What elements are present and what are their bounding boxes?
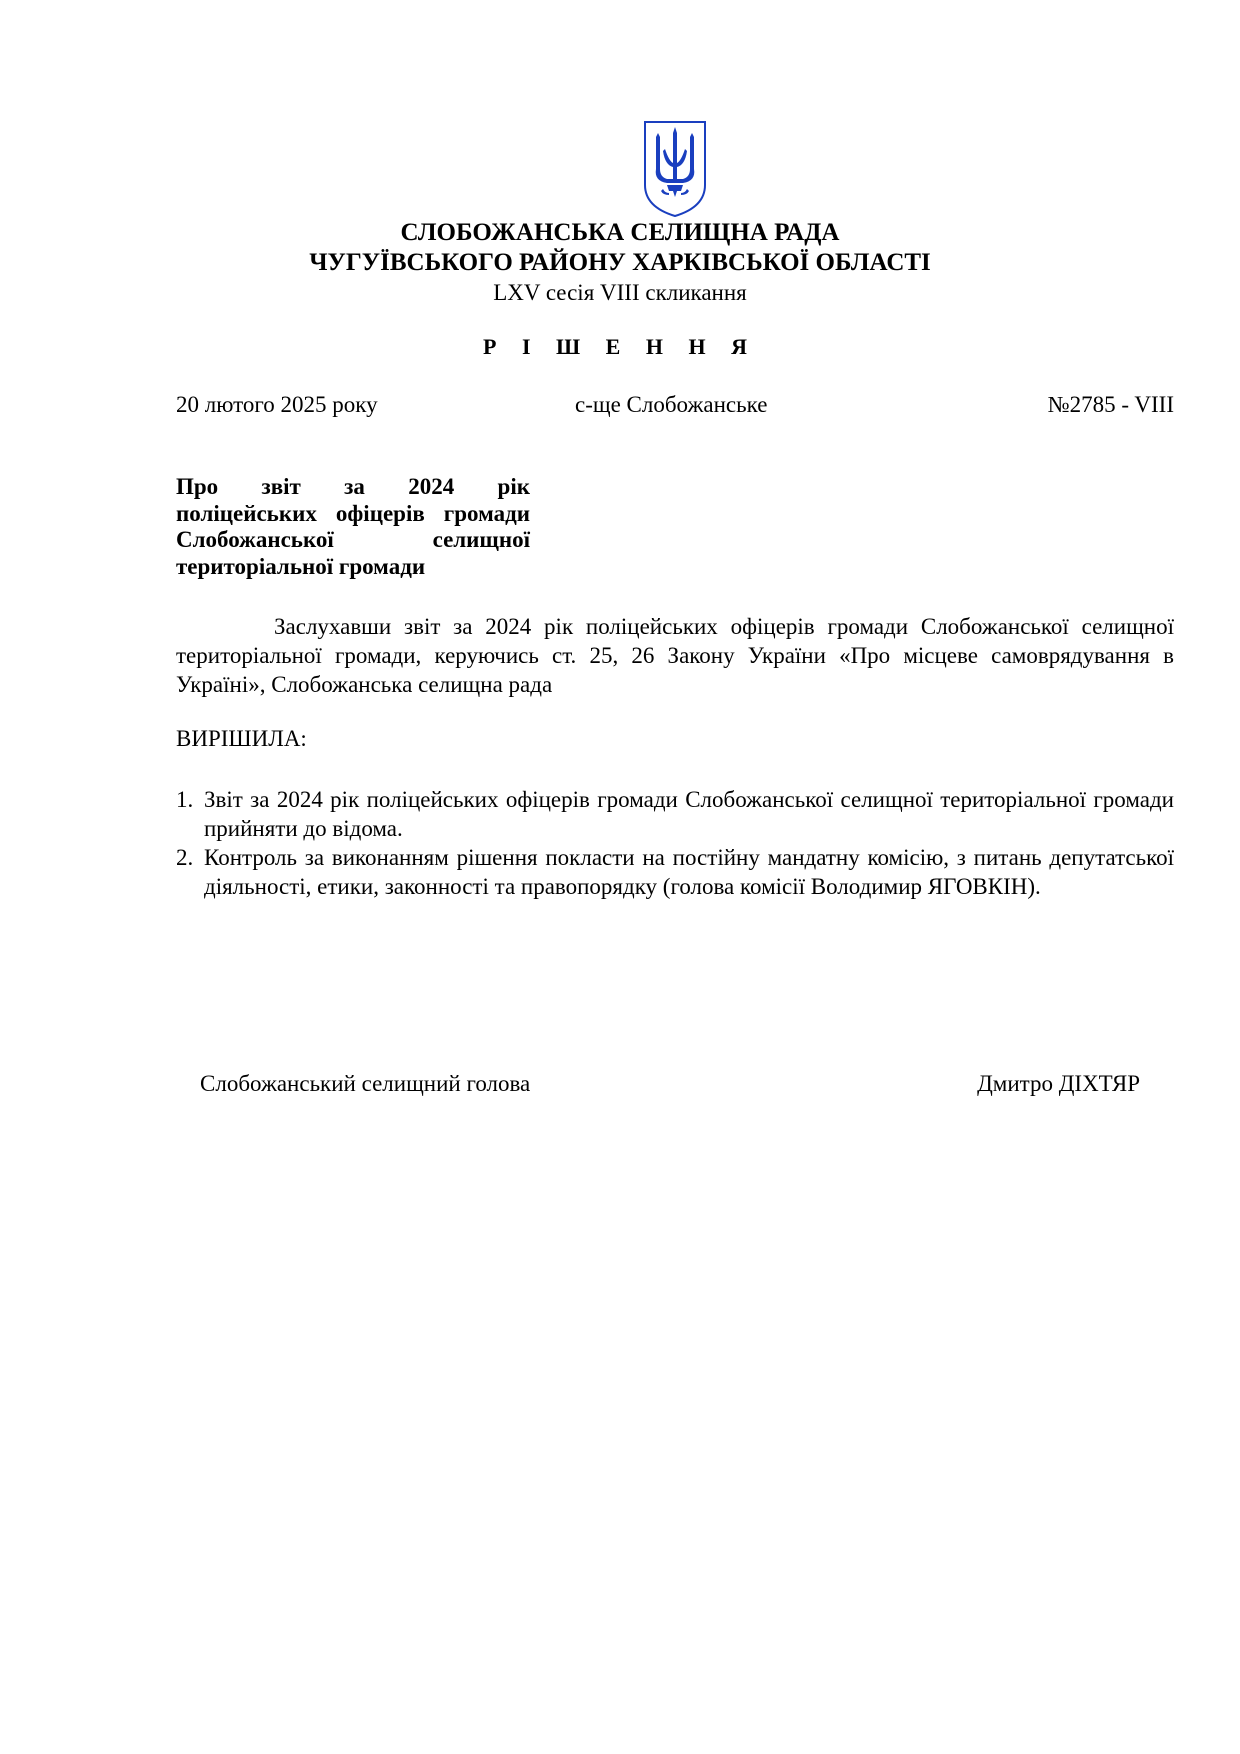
resolved-label: ВИРІШИЛА: [176, 726, 307, 751]
subject-line: територіальної громади [176, 553, 426, 579]
decision-item-text: Контроль за виконанням рішення покласти на постійну мандатну комісію, з питань депутатської діяльності, етики, законності та правопорядку (голова комісії Володимир ЯГОВКІН). [204, 845, 1174, 899]
decision-number: №2785 - VIII [1047, 392, 1174, 417]
signatory-role: Слобожанський селищний голова [200, 1071, 531, 1096]
decision-list [176, 785, 1174, 901]
decision-date: 20 лютого 2025 року [176, 392, 378, 417]
decision-item [176, 785, 1174, 843]
decision-item-number: 2. [176, 845, 194, 870]
decision-subject [176, 474, 530, 580]
decision-place: с-ще Слобожанське [575, 392, 768, 417]
session-convocation: LXV сесія VIII скликання [493, 280, 747, 305]
decision-item-text: Звіт за 2024 рік поліцейських офіцерів громади Слобожанської селищної територіальної громади прийняти до відома. [204, 787, 1174, 841]
preamble-paragraph: Заслухавши звіт за 2024 рік поліцейських офіцерів громади Слобожанської селищної територіальної громади, керуючись ст. 25, 26 Закону України «Про місцеве самоврядування в Україні», Слобожанська селищна рада [176, 614, 1174, 697]
district-region: ЧУГУЇВСЬКОГО РАЙОНУ ХАРКІВСЬКОЇ ОБЛАСТІ [309, 249, 931, 276]
decision-item [176, 843, 1174, 901]
council-name: СЛОБОЖАНСЬКА СЕЛИЩНА РАДА [400, 219, 840, 246]
subject-line: поліцейських офіцерів громади [176, 500, 530, 526]
subject-line: Про звіт за 2024 рік [176, 474, 530, 499]
decision-item-number: 1. [176, 787, 194, 812]
coat-of-arms-icon [641, 119, 709, 219]
signatory-name: Дмитро ДІХТЯР [977, 1071, 1140, 1096]
subject-line: Слобожанської селищної [176, 527, 530, 552]
document-type-title: Р І Ш Е Н Н Я [483, 334, 757, 359]
